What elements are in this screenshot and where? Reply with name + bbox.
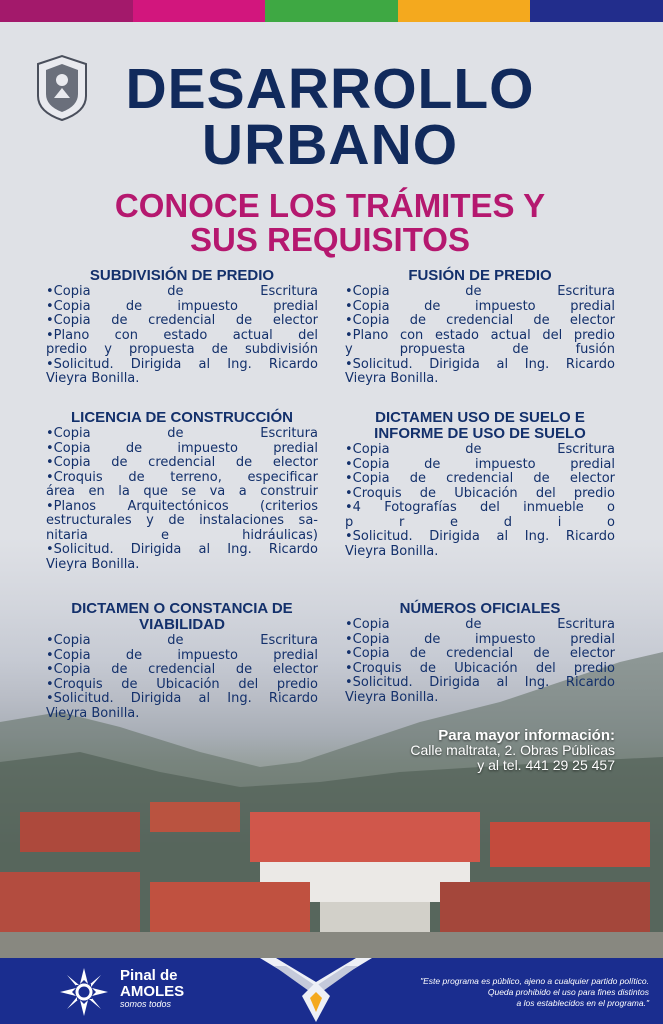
logo-line3: somos todos	[120, 999, 172, 1009]
list-item: •Copia de Escritura	[46, 633, 318, 648]
list-item: y propuesta de fusión	[345, 342, 615, 357]
list-item: •Copia de impuesto predial	[46, 440, 318, 456]
list-item: p r e d i o	[345, 514, 615, 530]
requirements-list	[46, 634, 318, 721]
star-logo-icon	[58, 966, 110, 1018]
subtitle-line2: SUS REQUISITOS	[190, 221, 470, 258]
list-item: estructurales y de instalaciones sa-	[46, 513, 318, 528]
section-dictamen-suelo	[345, 410, 615, 559]
requirements-list	[345, 285, 615, 387]
list-item: •Solicitud. Dirigida al Ing. Ricardo	[345, 529, 615, 544]
section-title: LICENCIA DE CONSTRUCCIÓN	[71, 409, 293, 426]
stripe-magenta-dark	[0, 0, 133, 22]
list-item: •4 Fotografías del inmueble o	[345, 500, 615, 515]
list-item: Vieyra Bonilla.	[345, 689, 439, 705]
list-item: Vieyra Bonilla.	[345, 371, 439, 386]
list-item: •Solicitud. Dirigida al Ing. Ricardo	[46, 542, 318, 557]
list-item: •Copia de impuesto predial	[345, 298, 615, 314]
contact-heading: Para mayor información:	[438, 727, 615, 744]
list-item: •Plano con estado actual del	[46, 327, 318, 343]
section-title-line2: INFORME DE USO DE SUELO	[374, 425, 586, 442]
section-licencia	[46, 410, 318, 572]
list-item: •Copia de impuesto predial	[345, 456, 615, 472]
section-viabilidad	[46, 601, 318, 721]
list-item: •Copia de impuesto predial	[46, 647, 318, 663]
list-item: •Copia de Escritura	[345, 284, 615, 299]
list-item: •Copia de credencial de elector	[46, 455, 318, 470]
section-subdivision	[46, 268, 318, 387]
list-item: •Copia de impuesto predial	[46, 298, 318, 314]
stripe-yellow	[398, 0, 531, 22]
requirements-list	[46, 285, 318, 387]
disclaimer-line3: a los establecidos en el programa."	[516, 998, 649, 1008]
disclaimer-line1: "Este programa es público, ajeno a cualquier partido político.	[420, 976, 649, 986]
list-item: •Copia de Escritura	[345, 442, 615, 457]
section-title: FUSIÓN DE PREDIO	[408, 267, 552, 284]
section-numeros-oficiales	[345, 601, 615, 705]
contact-address: Calle maltrata, 2. Obras Públicas	[410, 742, 615, 758]
page-title-line2: URBANO	[201, 113, 459, 177]
disclaimer-line2: Queda prohibido el uso para fines distintos	[487, 987, 649, 997]
list-item: Vieyra Bonilla.	[345, 543, 439, 559]
ayuntamiento-emblem-icon	[256, 952, 376, 1024]
stripe-green	[265, 0, 398, 22]
list-item: •Solicitud. Dirigida al Ing. Ricardo	[46, 691, 318, 706]
requirements-list	[46, 427, 318, 572]
page-title-line1: DESARROLLO	[125, 57, 535, 121]
list-item: •Copia de Escritura	[46, 284, 318, 299]
requirements-list	[345, 443, 615, 559]
list-item: •Croquis de Ubicación del predio	[345, 485, 615, 501]
stripe-blue	[530, 0, 663, 22]
legal-disclaimer	[379, 976, 649, 1009]
list-item: •Copia de credencial de elector	[345, 646, 615, 661]
municipal-seal-icon	[30, 50, 94, 122]
logo-line2: AMOLES	[120, 983, 185, 1000]
list-item: •Solicitud. Dirigida al Ing. Ricardo	[46, 356, 318, 372]
list-item: •Copia de Escritura	[46, 426, 318, 441]
list-item: •Copia de credencial de elector	[345, 471, 615, 486]
list-item: predio y propuesta de subdivisión	[46, 342, 318, 357]
list-item: •Copia de Escritura	[345, 617, 615, 632]
list-item: •Planos Arquitectónicos (criterios	[46, 498, 318, 514]
list-item: nitaria e hidráulicas)	[46, 527, 318, 543]
section-title-line2: VIABILIDAD	[139, 616, 225, 633]
list-item: •Copia de credencial de elector	[46, 313, 318, 328]
contact-phone: y al tel. 441 29 25 457	[477, 757, 615, 773]
contact-info	[410, 728, 615, 773]
list-item: Vieyra Bonilla.	[46, 556, 140, 572]
section-fusion	[345, 268, 615, 387]
list-item: Vieyra Bonilla.	[46, 371, 140, 386]
requirements-list	[345, 618, 615, 705]
subtitle-line1: CONOCE LOS TRÁMITES Y	[114, 187, 546, 224]
section-title-line1: DICTAMEN USO DE SUELO E	[375, 409, 585, 426]
list-item: •Plano con estado actual del predio	[345, 327, 615, 343]
list-item: •Solicitud. Dirigida al Ing. Ricardo	[345, 356, 615, 372]
color-stripes	[0, 0, 663, 22]
list-item: área en la que se va a construir	[46, 484, 318, 499]
section-title: NÚMEROS OFICIALES	[399, 600, 561, 617]
brand-logo-text	[120, 968, 184, 1009]
list-item: •Copia de credencial de elector	[46, 662, 318, 677]
list-item: Vieyra Bonilla.	[46, 705, 140, 721]
section-title-line1: DICTAMEN O CONSTANCIA DE	[71, 600, 293, 617]
stripe-magenta	[133, 0, 266, 22]
list-item: •Croquis de Ubicación del predio	[46, 676, 318, 692]
logo-line1: Pinal de	[120, 967, 178, 984]
list-item: •Copia de credencial de elector	[345, 313, 615, 328]
section-title: SUBDIVISIÓN DE PREDIO	[89, 267, 275, 284]
list-item: •Solicitud. Dirigida al Ing. Ricardo	[345, 675, 615, 690]
list-item: •Copia de impuesto predial	[345, 631, 615, 647]
list-item: •Croquis de Ubicación del predio	[345, 660, 615, 676]
list-item: •Croquis de terreno, especificar	[46, 469, 318, 485]
